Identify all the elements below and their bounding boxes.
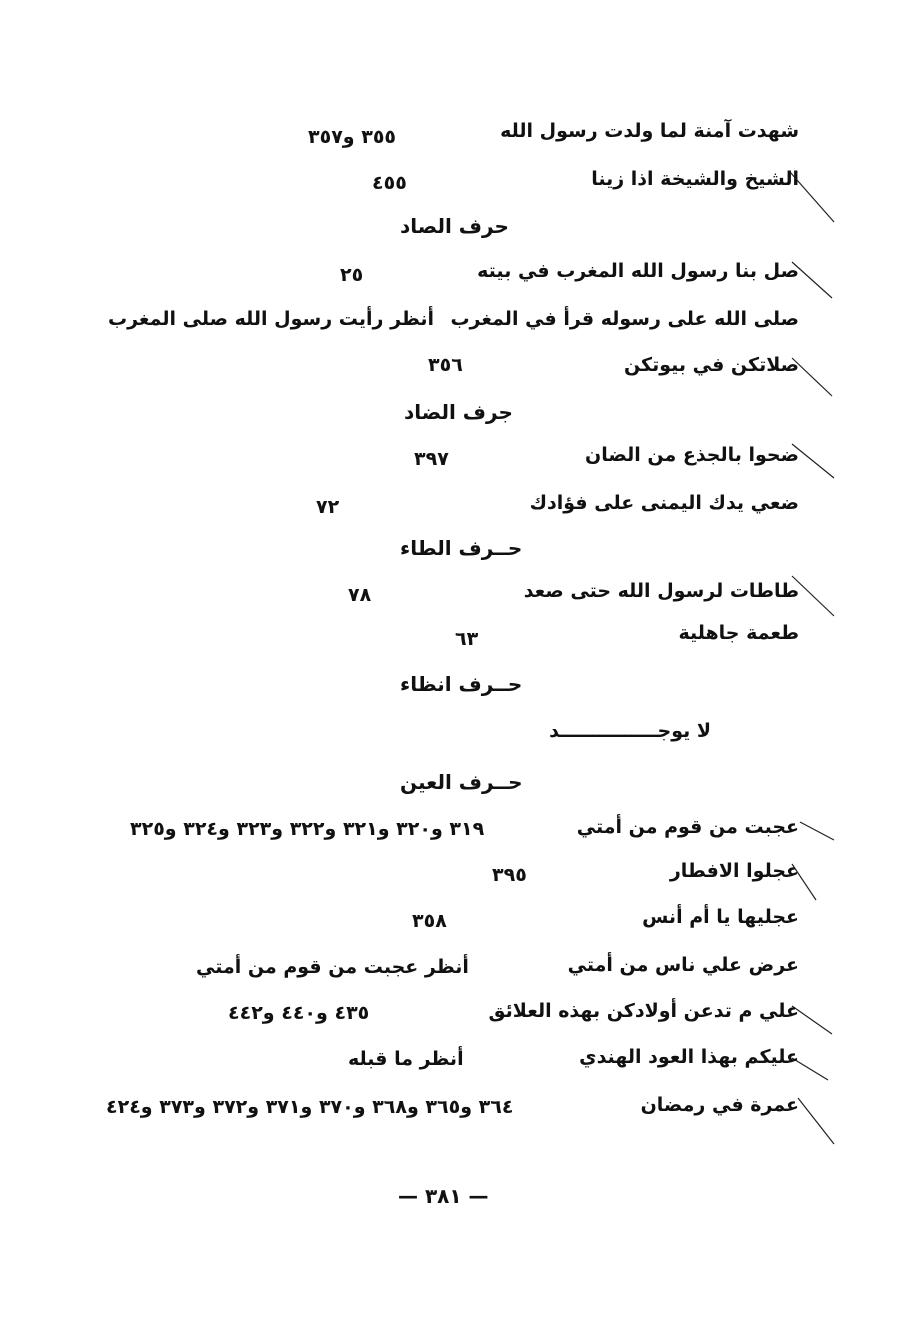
index-entry: صل بنا رسول الله المغرب في بيته — [477, 260, 799, 282]
entry-reference: ٣٩٧ — [414, 448, 449, 470]
entry-reference: ٧٨ — [348, 584, 372, 606]
entry-reference: ٣١٩ و٣٢٠ و٣٢١ و٣٢٢ و٣٢٣ و٣٢٤ و٣٢٥ — [130, 818, 485, 840]
index-entry: علي م تدعن أولادكن بهذه العلائق — [488, 1000, 799, 1022]
entry-reference: ٣٥٦ — [428, 354, 463, 376]
index-entry: ضعي يدك اليمنى على فؤادك — [529, 492, 799, 514]
entry-reference: ٦٣ — [455, 628, 479, 650]
entry-reference: أنظر ما قبله — [348, 1048, 464, 1070]
index-entry: عمرة في رمضان — [640, 1094, 799, 1116]
entry-reference: ٤٥٥ — [372, 172, 407, 194]
entry-reference: ٣٥٨ — [412, 910, 447, 932]
index-entry: الشيخ والشيخة اذا زينا — [591, 168, 799, 190]
index-entry: ضحوا بالجذع من الضان — [585, 444, 799, 466]
entry-reference: ٣٥٥ و٣٥٧ — [308, 126, 397, 148]
index-entry: لا يوجـــــــــــــــد — [549, 720, 711, 742]
index-entry: عجليها يا أم أنس — [642, 906, 799, 928]
entry-reference: ٣٦٤ و٣٦٥ و٣٦٨ و٣٧٠ و٣٧١ و٣٧٢ و٣٧٣ و٤٢٤ — [106, 1096, 514, 1118]
section-heading-sad: حرف الصاد — [400, 214, 509, 238]
entry-reference: أنظر رأيت رسول الله صلى المغرب — [108, 308, 435, 330]
margin-stroke — [798, 1098, 834, 1144]
margin-stroke — [800, 822, 834, 840]
entry-reference: ٣٩٥ — [492, 864, 527, 886]
index-entry: صلى الله على رسوله قرأ في المغرب — [450, 308, 799, 330]
page-number: — ٣٨١ — — [398, 1184, 489, 1208]
index-entry: صلاتكن في بيوتكن — [623, 354, 799, 376]
index-entry: عرض علي ناس من أمتي — [567, 954, 799, 976]
index-entry: طعمة جاهلية — [678, 622, 799, 644]
entry-reference: ٢٥ — [340, 264, 364, 286]
index-entry: عجلوا الافطار — [669, 860, 799, 882]
section-heading-dad: جرف الضاد — [404, 400, 513, 424]
index-entry: عليكم بهذا العود الهندي — [579, 1046, 799, 1068]
entry-reference: ٧٢ — [316, 496, 340, 518]
entry-reference: ٤٣٥ و٤٤٠ و٤٤٢ — [228, 1002, 370, 1024]
entry-reference: أنظر عجبت من قوم من أمتي — [196, 956, 469, 978]
index-entry: عجبت من قوم من أمتي — [576, 816, 799, 838]
section-heading-ta: حــرف الطاء — [400, 536, 523, 560]
section-heading-za: حــرف انظاء — [400, 672, 523, 696]
index-entry: طاطات لرسول الله حتى صعد — [523, 580, 799, 602]
section-heading-ain: حــرف العين — [400, 770, 523, 794]
index-entry: شهدت آمنة لما ولدت رسول الله — [500, 120, 799, 142]
